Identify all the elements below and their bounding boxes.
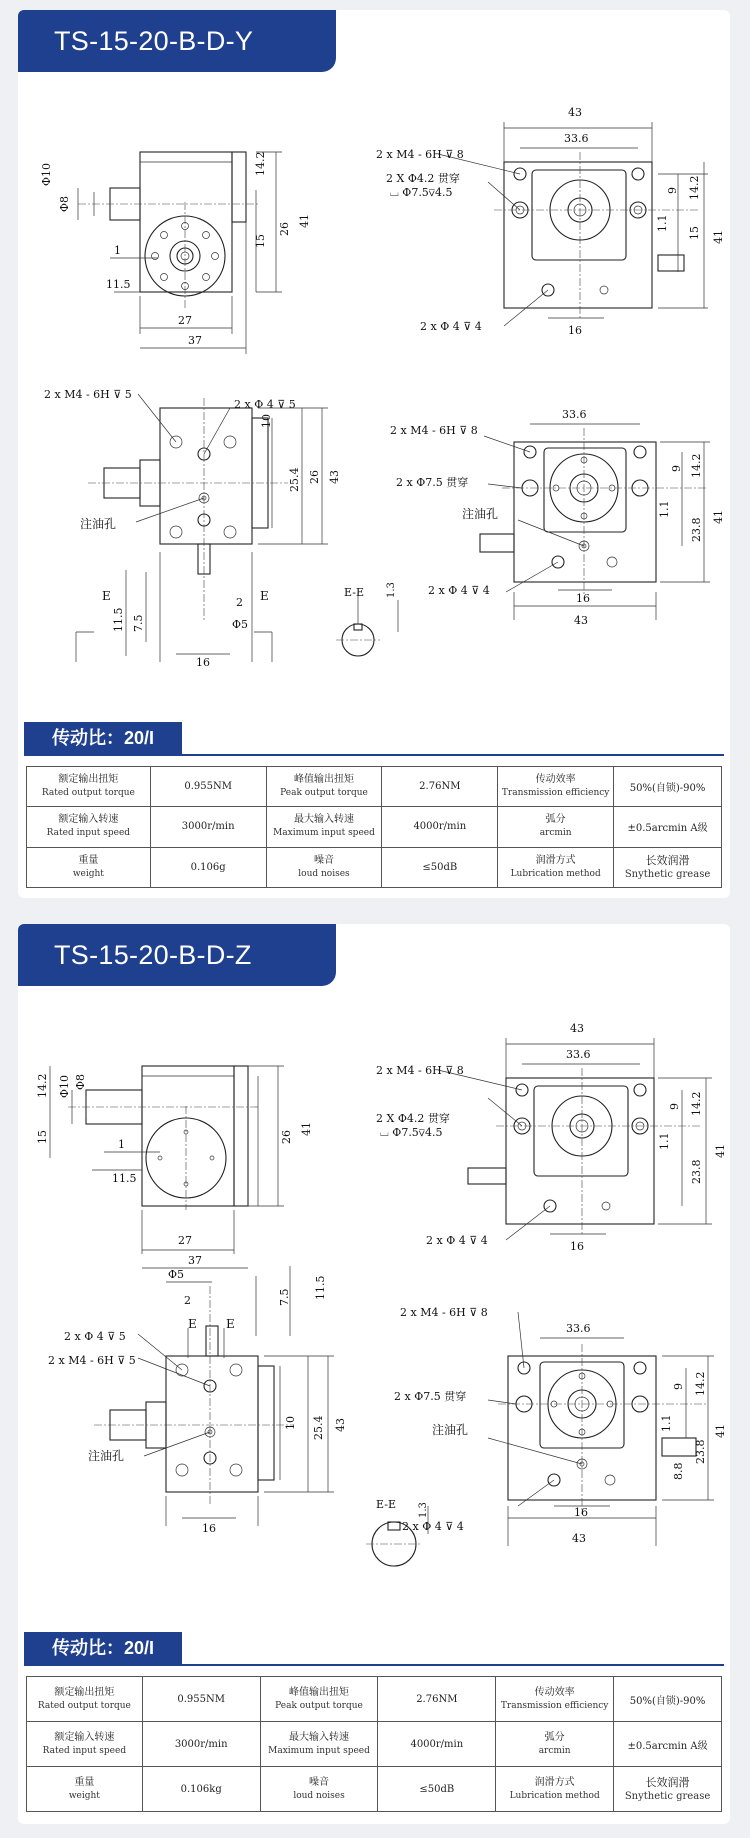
table-row: 额定输入转速 Rated input speed 3000r/min 最大输入转速 Maximum input speed 4000r/min 弧分 arcmin ±0.5arcmin A级 <box>27 807 722 847</box>
callout-oil-b: 注油孔 <box>80 517 117 531</box>
dim-d1-3: 1.3 <box>418 1502 429 1518</box>
dim-d33-6: 33.6 <box>564 132 589 145</box>
dim-d26: 26 <box>280 1130 293 1144</box>
dim-d9b: 9 <box>670 465 683 472</box>
dim-d5: Φ5 <box>232 618 249 631</box>
dim-d27: 27 <box>178 314 192 327</box>
callout-oil-c: 注油孔 <box>432 1423 469 1437</box>
dim-d11-5: 11.5 <box>112 1172 137 1185</box>
dim-d16b: 16 <box>196 656 210 669</box>
dim-d14-2c: 14.2 <box>694 1371 707 1396</box>
dim-d10v: 10 <box>260 414 273 428</box>
dim-d8: Φ8 <box>58 195 71 212</box>
ratio-label: 传动比：20/I <box>24 1632 182 1664</box>
callout-m4-c: 2 x M4 - 6H ⊽ 8 <box>400 1306 488 1319</box>
dim-d33-6: 33.6 <box>566 1048 591 1061</box>
callout-cbore-a: ⌴ Φ7.5⊽4.5 <box>380 1126 443 1139</box>
dim-d27: 27 <box>178 1234 192 1247</box>
dim-d43b: 43 <box>328 470 341 484</box>
callout-hole4-b: 2 x Φ 4 ⊽ 5 <box>234 398 296 411</box>
callout-hole4-b: 2 x Φ 4 ⊽ 5 <box>64 1330 126 1343</box>
spec-table <box>26 766 722 888</box>
dim-d16: 16 <box>568 324 582 337</box>
callout-m4-a: 2 x M4 - 6H ⊽ 8 <box>376 148 464 161</box>
dim-d43c: 43 <box>572 1532 586 1545</box>
table-row: 额定输入转速 Rated input speed 3000r/min 最大输入转速 Maximum input speed 4000r/min 弧分 arcmin ±0.5arcmin A级 <box>27 1722 722 1767</box>
dim-d33-6b: 33.6 <box>562 408 587 421</box>
dim-d25-4: 25.4 <box>288 467 301 492</box>
model-title: TS-15-20-B-D-Z <box>18 924 336 986</box>
dim-d41b: 41 <box>714 1144 727 1158</box>
dim-d14-2b: 14.2 <box>688 175 701 200</box>
dim-d16c: 16 <box>576 592 590 605</box>
dim-d1-3: 1.3 <box>386 582 397 598</box>
table-row: 重量 weight 0.106g 噪音 loud noises ≤50dB 润滑方式 Lubrication method 长效润滑 Snythetic grease <box>27 847 722 887</box>
dim-d9b: 9 <box>672 1383 685 1390</box>
dim-d1: 1 <box>114 244 121 257</box>
callout-hole4-c: 2 x Φ 4 ⊽ 4 <box>428 584 490 597</box>
product-panel-y <box>18 10 730 898</box>
dim-d23-8: 23.8 <box>690 517 703 542</box>
dim-d11-5b: 11.5 <box>314 1275 327 1300</box>
dim-d2: 2 <box>184 1294 191 1307</box>
dim-d7-5: 7.5 <box>132 614 145 632</box>
dim-d16: 16 <box>570 1240 584 1253</box>
table-row: 重量 weight 0.106kg 噪音 loud noises ≤50dB 润滑方式 Lubrication method 长效润滑 Snythetic grease <box>27 1767 722 1812</box>
ratio-divider <box>24 754 724 756</box>
dim-d10: Φ10 <box>58 1074 71 1098</box>
dim-d10: Φ10 <box>40 162 53 186</box>
dim-d41: 41 <box>298 214 311 228</box>
dim-d15: 15 <box>36 1130 49 1144</box>
dim-d41c: 41 <box>714 1424 727 1438</box>
ratio-divider <box>24 1664 724 1666</box>
dim-d9: 9 <box>666 187 679 194</box>
technical-drawing <box>18 986 730 1606</box>
dim-d26b: 26 <box>308 470 321 484</box>
section-mark-e-left: E <box>188 1317 197 1331</box>
dim-d43: 43 <box>568 106 582 119</box>
dim-d8: Φ8 <box>74 1073 87 1090</box>
dim-d14-2: 14.2 <box>254 151 267 176</box>
dim-d16b: 16 <box>202 1522 216 1535</box>
callout-m4-c: 2 x M4 - 6H ⊽ 8 <box>390 424 478 437</box>
dim-d9: 9 <box>668 1103 681 1110</box>
side-view <box>50 1066 284 1268</box>
model-title: TS-15-20-B-D-Y <box>18 10 336 72</box>
spec-table <box>26 1676 722 1812</box>
table-row: 额定输出扭矩 Rated output torque 0.955NM 峰值输出扭矩 Peak output torque 2.76NM 传动效率 Transmission efficiency 50%(自锁)-90% <box>27 1677 722 1722</box>
dim-d33-6b: 33.6 <box>566 1322 591 1335</box>
dim-d26: 26 <box>278 222 291 236</box>
dim-d7-5: 7.5 <box>278 1288 291 1306</box>
section-mark-e-right: E <box>260 589 269 603</box>
dim-d43c: 43 <box>574 614 588 627</box>
callout-bore-c: 2 x Φ7.5 贯穿 <box>394 1390 467 1403</box>
dim-d23-8: 23.8 <box>690 1159 703 1184</box>
callout-hole4-c: 2 x Φ 4 ⊽ 4 <box>402 1520 464 1533</box>
table-row: 额定输出扭矩 Rated output torque 0.955NM 峰值输出扭矩 Peak output torque 2.76NM 传动效率 Transmission efficiency 50%(自锁)-90% <box>27 767 722 807</box>
dim-d1-1: 1.1 <box>656 214 669 232</box>
technical-drawing <box>18 72 730 690</box>
dim-d11-5b: 11.5 <box>112 607 125 632</box>
callout-bore-c: 2 x Φ7.5 贯穿 <box>396 476 469 489</box>
dim-d14-2c: 14.2 <box>690 453 703 478</box>
callout-oil-b: 注油孔 <box>88 1449 125 1463</box>
dim-d15b: 15 <box>688 226 701 240</box>
ratio-label: 传动比：20/I <box>24 722 182 754</box>
callout-m4-b: 2 x M4 - 6H ⊽ 5 <box>48 1354 136 1367</box>
section-label: E-E <box>376 1498 396 1511</box>
dim-d23-8b: 23.8 <box>694 1439 707 1464</box>
dim-d1-1: 1.1 <box>658 1132 671 1150</box>
dim-d37: 37 <box>188 334 202 347</box>
dim-d43: 43 <box>570 1022 584 1035</box>
dim-d1-1b: 1.1 <box>658 500 671 518</box>
dim-d11-5: 11.5 <box>106 278 131 291</box>
dim-d10v: 10 <box>284 1416 297 1430</box>
callout-bore-a: 2 X Φ4.2 贯穿 <box>386 172 460 185</box>
callout-cbore-a: ⌴ Φ7.5⊽4.5 <box>390 186 453 199</box>
section-mark-e-right: E <box>226 1317 235 1331</box>
callout-oil-c: 注油孔 <box>462 507 499 521</box>
dim-d5: Φ5 <box>168 1268 185 1281</box>
section-label: E-E <box>344 586 364 599</box>
dim-d15: 15 <box>254 234 267 248</box>
front-view <box>94 1266 334 1526</box>
dim-d41b: 41 <box>712 230 725 244</box>
dim-d1-1b: 1.1 <box>660 1414 673 1432</box>
callout-m4-b: 2 x M4 - 6H ⊽ 5 <box>44 388 132 401</box>
dim-d8-8: 8.8 <box>672 1462 685 1480</box>
dim-d37: 37 <box>188 1254 202 1267</box>
product-panel-z <box>18 924 730 1824</box>
dim-d43b: 43 <box>334 1418 347 1432</box>
dim-d16c: 16 <box>574 1506 588 1519</box>
callout-hole4-a: 2 x Φ 4 ⊽ 4 <box>426 1234 488 1247</box>
rear-view <box>488 1312 714 1546</box>
dim-d2: 2 <box>236 596 243 609</box>
section-mark-e-left: E <box>102 589 111 603</box>
dim-d41: 41 <box>300 1122 313 1136</box>
callout-hole4-a: 2 x Φ 4 ⊽ 4 <box>420 320 482 333</box>
dim-d14-2: 14.2 <box>36 1073 49 1098</box>
dim-d1: 1 <box>118 1138 125 1151</box>
rear-view <box>480 424 710 620</box>
dim-d41c: 41 <box>712 510 725 524</box>
callout-bore-a: 2 X Φ4.2 贯穿 <box>376 1112 450 1125</box>
dim-d25-4: 25.4 <box>312 1415 325 1440</box>
callout-m4-a: 2 x M4 - 6H ⊽ 8 <box>376 1064 464 1077</box>
section-ee <box>336 592 398 656</box>
dim-d14-2b: 14.2 <box>690 1091 703 1116</box>
